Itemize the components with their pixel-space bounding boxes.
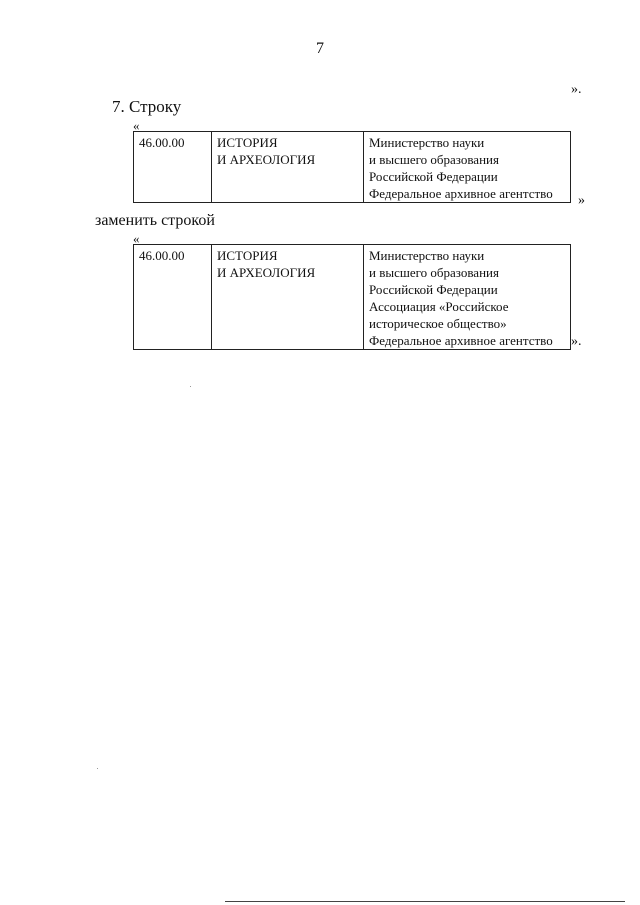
org-line: Федеральное архивное агентство: [369, 333, 553, 348]
new-row-name: [212, 245, 364, 350]
org-line: Ассоциация «Российское: [369, 299, 509, 314]
new-row-table: [133, 244, 571, 350]
closing-quote-mark: ».: [571, 82, 582, 97]
scan-speck: [190, 386, 191, 387]
footer-rule: [225, 901, 625, 902]
opening-quote-mark: «: [133, 118, 140, 133]
org-line: Российской Федерации: [369, 282, 498, 297]
org-line: Министерство науки: [369, 248, 485, 263]
old-row-organizations: [364, 132, 571, 203]
name-line: ИСТОРИЯ: [217, 135, 278, 150]
opening-quote-mark: «: [133, 231, 140, 246]
replace-with-text: заменить строкой: [95, 212, 215, 229]
org-line: и высшего образования: [369, 265, 499, 280]
name-line: И АРХЕОЛОГИЯ: [217, 152, 316, 167]
closing-quote-mark: »: [578, 193, 585, 208]
name-line: ИСТОРИЯ: [217, 248, 278, 263]
org-line: Российской Федерации: [369, 169, 498, 184]
item-heading: 7. Строку: [112, 97, 182, 116]
page-number: 7: [316, 40, 324, 57]
old-row-name: [212, 132, 364, 203]
scan-speck: [97, 768, 98, 769]
new-row-organizations: [364, 245, 571, 350]
new-row-code: 46.00.00: [134, 245, 212, 350]
org-line: и высшего образования: [369, 152, 499, 167]
old-row-table: [133, 131, 571, 203]
table-row: [134, 245, 571, 350]
org-line: Министерство науки: [369, 135, 485, 150]
table-row: [134, 132, 571, 203]
closing-quote-mark: ».: [571, 334, 582, 349]
name-line: И АРХЕОЛОГИЯ: [217, 265, 316, 280]
org-line: историческое общество»: [369, 316, 507, 331]
org-line: Федеральное архивное агентство: [369, 186, 553, 201]
old-row-code: 46.00.00: [134, 132, 212, 203]
